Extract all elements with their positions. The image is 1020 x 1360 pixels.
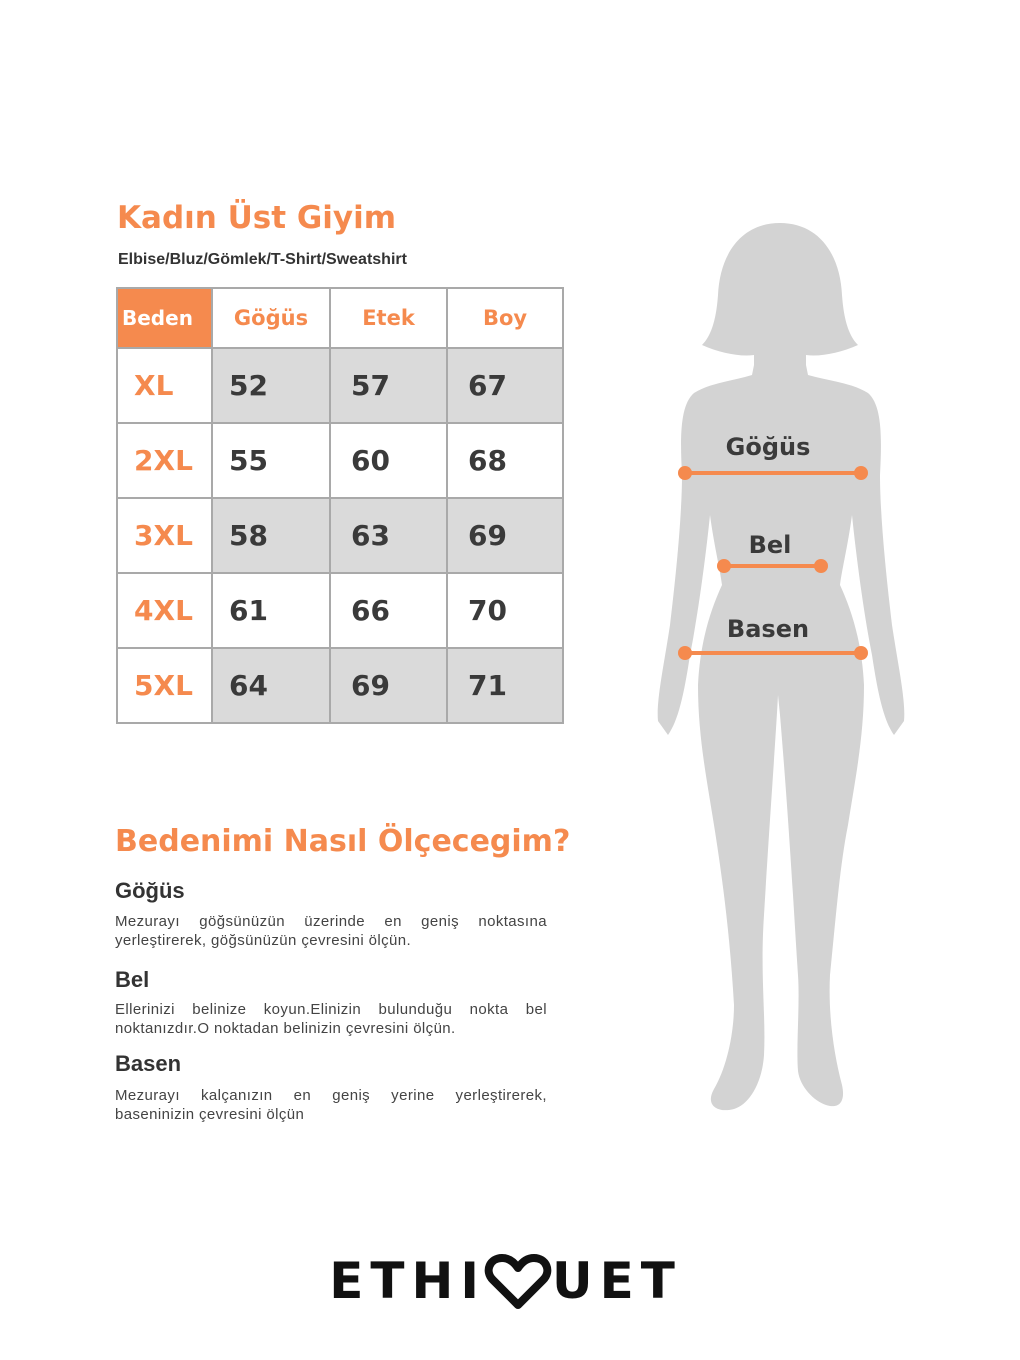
hip-label: Basen [726,615,810,643]
size-cell: 4XL [117,573,212,648]
logo-text-right: UET [552,1252,682,1310]
column-header-gogus: Göğüs [212,288,330,348]
column-header-beden: Beden [117,288,212,348]
size-cell: 2XL [117,423,212,498]
chest-left-dot [678,466,692,480]
guide-text-waist: Ellerinizi belinize koyun.Elinizin bulunduğu nokta bel noktanızdır.O noktadan belinizin çevresini ölçün. [115,1001,547,1037]
table-row [117,348,563,423]
body-figure [630,215,930,1125]
logo-text-left: ETHI [329,1252,486,1310]
etek-cell: 66 [330,573,447,648]
waist-label: Bel [748,531,792,559]
size-cell: 5XL [117,648,212,723]
boy-cell: 69 [447,498,563,573]
guide-text-hip: Mezurayı kalçanızın en geniş yerine yerleştirerek, baseninizin çevresini ölçün [115,1087,547,1123]
gogus-cell: 61 [212,573,330,648]
gogus-cell: 64 [212,648,330,723]
chest-label: Göğüs [725,433,811,461]
table-row [117,498,563,573]
guide-heading-waist: Bel [115,967,150,992]
etek-cell: 63 [330,498,447,573]
table-row [117,423,563,498]
table-header-row [117,288,563,348]
guide-text-chest: Mezurayı göğsünüzün üzerinde en geniş noktasına yerleştirerek, göğsünüzün çevresini ölçün. [115,913,547,949]
column-header-etek: Etek [330,288,447,348]
boy-cell: 68 [447,423,563,498]
heart-q-icon [489,1258,548,1305]
page-title: Kadın Üst Giyim [117,200,397,236]
etek-cell: 69 [330,648,447,723]
gogus-cell: 55 [212,423,330,498]
boy-cell: 70 [447,573,563,648]
gogus-cell: 52 [212,348,330,423]
size-table [116,287,564,724]
ethiquet-logo [0,1250,1020,1314]
page-subtitle: Elbise/Bluz/Gömlek/T-Shirt/Sweatshirt [118,251,407,268]
hip-right-dot [854,646,868,660]
table-row [117,648,563,723]
waist-right-dot [814,559,828,573]
chest-right-dot [854,466,868,480]
boy-cell: 67 [447,348,563,423]
body-silhouette [630,215,930,1125]
guide-heading-hip: Basen [115,1051,182,1076]
size-cell: 3XL [117,498,212,573]
guide-heading-chest: Göğüs [115,878,185,903]
etek-cell: 60 [330,423,447,498]
guide-title: Bedenimi Nasıl Ölçecegim? [115,824,571,859]
table-row [117,573,563,648]
size-cell: XL [117,348,212,423]
waist-left-dot [717,559,731,573]
boy-cell: 71 [447,648,563,723]
brand-logo [0,1250,1020,1314]
gogus-cell: 58 [212,498,330,573]
hip-left-dot [678,646,692,660]
etek-cell: 57 [330,348,447,423]
column-header-boy: Boy [447,288,563,348]
